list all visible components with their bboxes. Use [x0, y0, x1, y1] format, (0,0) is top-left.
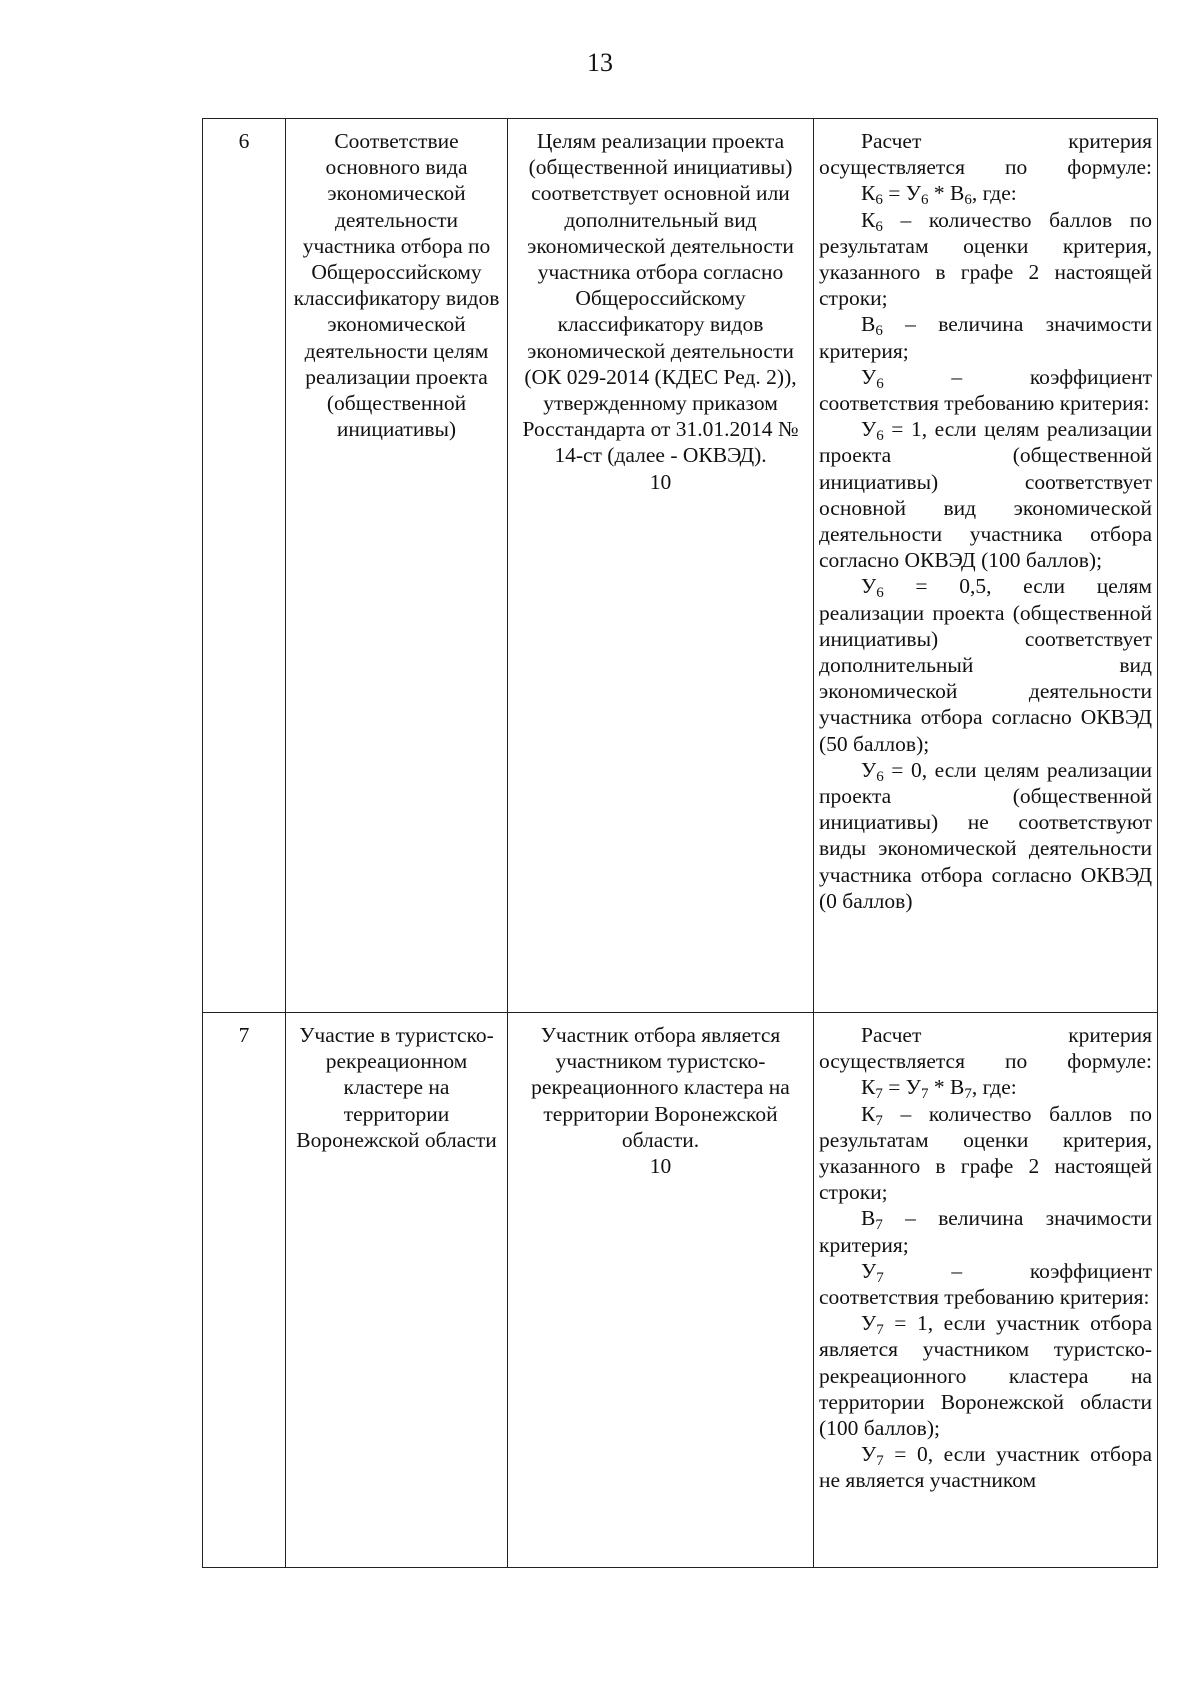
criterion-weight: 10 [649, 1154, 672, 1179]
table-row [203, 1013, 1158, 1568]
row-number: 6 [203, 119, 286, 1013]
case-item: $У_6 = 0$, если целям реализации проекта (общественной инициативы) не соответствуют виды экономической деятельности участника отбора согласно ОКВЭД (0 баллов) [819, 757, 1152, 913]
calculation-method [814, 119, 1158, 1013]
case-item: $У_6 = 0,5$, если целям реализации проекта (общественной инициативы) соответствует дополнительный вид экономической деятельности участника отбора согласно ОКВЭД (50 баллов); [819, 574, 1152, 756]
condition-text: Участник отбора является участником туристско-рекреационного кластера на территории Воронежской области. [531, 1023, 790, 1152]
criteria-table [202, 118, 1158, 1568]
criterion-name: Участие в туристско-рекреационном кластере на территории Воронежской области [286, 1013, 508, 1568]
formula: $К_7 = У_7 * В_7$, где: [861, 1075, 1017, 1103]
case-item: $У_6 = 1$, если целям реализации проекта (общественной инициативы) соответствует основной вид экономической деятельности участника отбора согласно ОКВЭД (100 баллов); [819, 417, 1152, 573]
case-item: $У_7 = 0$, если участник отбора не является участником [819, 1442, 1152, 1493]
calc-intro: Расчет критерия осуществляется по формуле: [819, 129, 1152, 180]
criterion-weight: 10 [649, 469, 672, 494]
criterion-condition [508, 119, 814, 1013]
calc-intro: Расчет критерия осуществляется по формуле: [819, 1023, 1152, 1074]
criterion-name: Соответствие основного вида экономической деятельности участника отбора по Общероссийскому классификатору видов экономической деятельности целям реализации проекта (общественной инициативы) [286, 119, 508, 1013]
definition-item: $У_7$ – коэффициент соответствия требованию критерия: [819, 1258, 1152, 1310]
definition-item: $К_6$ – количество баллов по результатам оценки критерия, указанного в графе 2 настоящей строки; [819, 207, 1152, 311]
table-row [203, 119, 1158, 1013]
formula: $К_6 = У_6 * В_6$, где: [861, 181, 1017, 209]
page-number: 13 [587, 48, 613, 77]
definition-item: $У_6$ – коэффициент соответствия требованию критерия: [819, 364, 1152, 416]
condition-text: Целям реализации проекта (общественной инициативы) соответствует основной или дополнительный вид экономической деятельности участника отбора согласно Общероссийскому классификатору видов экономической деятельности (ОК 029-2014 (КДЕС Ред. 2)), утвержденному приказом Росстандарта от 31.01.2014 № 14-ст (далее - ОКВЭД). [522, 129, 799, 468]
definition-item: $К_7$ – количество баллов по результатам оценки критерия, указанного в графе 2 настоящей строки; [819, 1101, 1152, 1205]
case-item: $У_7 = 1$, если участник отбора является участником туристско-рекреационного кластера на территории Воронежской области (100 баллов); [819, 1311, 1152, 1441]
definition-item: $В_7$ – величина значимости критерия; [819, 1206, 1152, 1257]
row-number: 7 [203, 1013, 286, 1568]
calculation-method [814, 1013, 1158, 1568]
definition-item: $В_6$ – величина значимости критерия; [819, 312, 1152, 363]
criterion-condition [508, 1013, 814, 1568]
